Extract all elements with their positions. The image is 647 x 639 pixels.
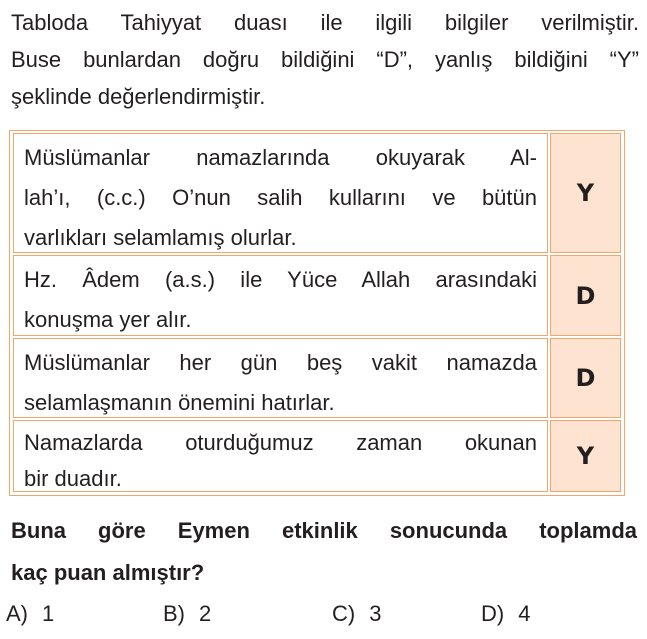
intro-line-1: Tabloda Tahiyyat duası ile ilgili bilgiler verilmiştir.: [11, 10, 639, 35]
statement-line: selamlaşmanın önemini hatırlar.: [24, 390, 335, 415]
option-c[interactable]: [332, 601, 381, 627]
table-row: [13, 255, 621, 336]
statement-cell: [13, 338, 548, 418]
option-b[interactable]: [163, 601, 211, 627]
option-d[interactable]: [481, 601, 530, 627]
statement-line: Namazlarda oturduğumuz zaman okunan: [24, 430, 537, 455]
statement-cell: [13, 420, 548, 492]
statements-table: [9, 130, 625, 496]
intro-line-2: Buse bunlardan doğru bildiğini “D”, yanlış bildiğini “Y”: [11, 47, 639, 72]
question-line-2: kaç puan almıştır?: [11, 560, 205, 585]
statement-line: bir duadır.: [24, 466, 122, 491]
statement-line: Hz. Âdem (a.s.) ile Yüce Allah arasındaki: [24, 267, 537, 292]
table-row: [13, 420, 621, 492]
option-letter: D): [481, 601, 505, 626]
statement-line: konuşma yer alır.: [24, 307, 192, 332]
option-letter: A): [6, 601, 28, 626]
option-a[interactable]: [6, 601, 54, 627]
question-text: [11, 510, 637, 594]
option-value: 3: [369, 601, 382, 626]
intro-paragraph: [11, 4, 639, 115]
answer-cell: Y: [550, 420, 621, 492]
option-letter: B): [163, 601, 185, 626]
answer-cell: D: [550, 338, 621, 418]
statement-line: varlıkları selamlamış olurlar.: [24, 225, 297, 250]
table-row: [13, 133, 621, 253]
table-row: [13, 338, 621, 418]
answer-cell: D: [550, 255, 621, 336]
answer-cell: Y: [550, 133, 621, 253]
option-value: 4: [518, 601, 531, 626]
statement-line: Müslümanlar her gün beş vakit namazda: [24, 350, 537, 375]
statement-cell: [13, 255, 548, 336]
answer-options: [6, 601, 646, 631]
option-letter: C): [332, 601, 356, 626]
statement-line: lah’ı, (c.c.) O’nun salih kullarını ve bütün: [24, 185, 537, 210]
option-value: 1: [42, 601, 55, 626]
option-value: 2: [199, 601, 212, 626]
question-line-1: Buna göre Eymen etkinlik sonucunda toplamda: [11, 518, 637, 543]
statement-line: Müslümanlar namazlarında okuyarak Al-: [24, 145, 537, 170]
statement-cell: [13, 133, 548, 253]
intro-line-3: şeklinde değerlendirmiştir.: [11, 84, 266, 109]
